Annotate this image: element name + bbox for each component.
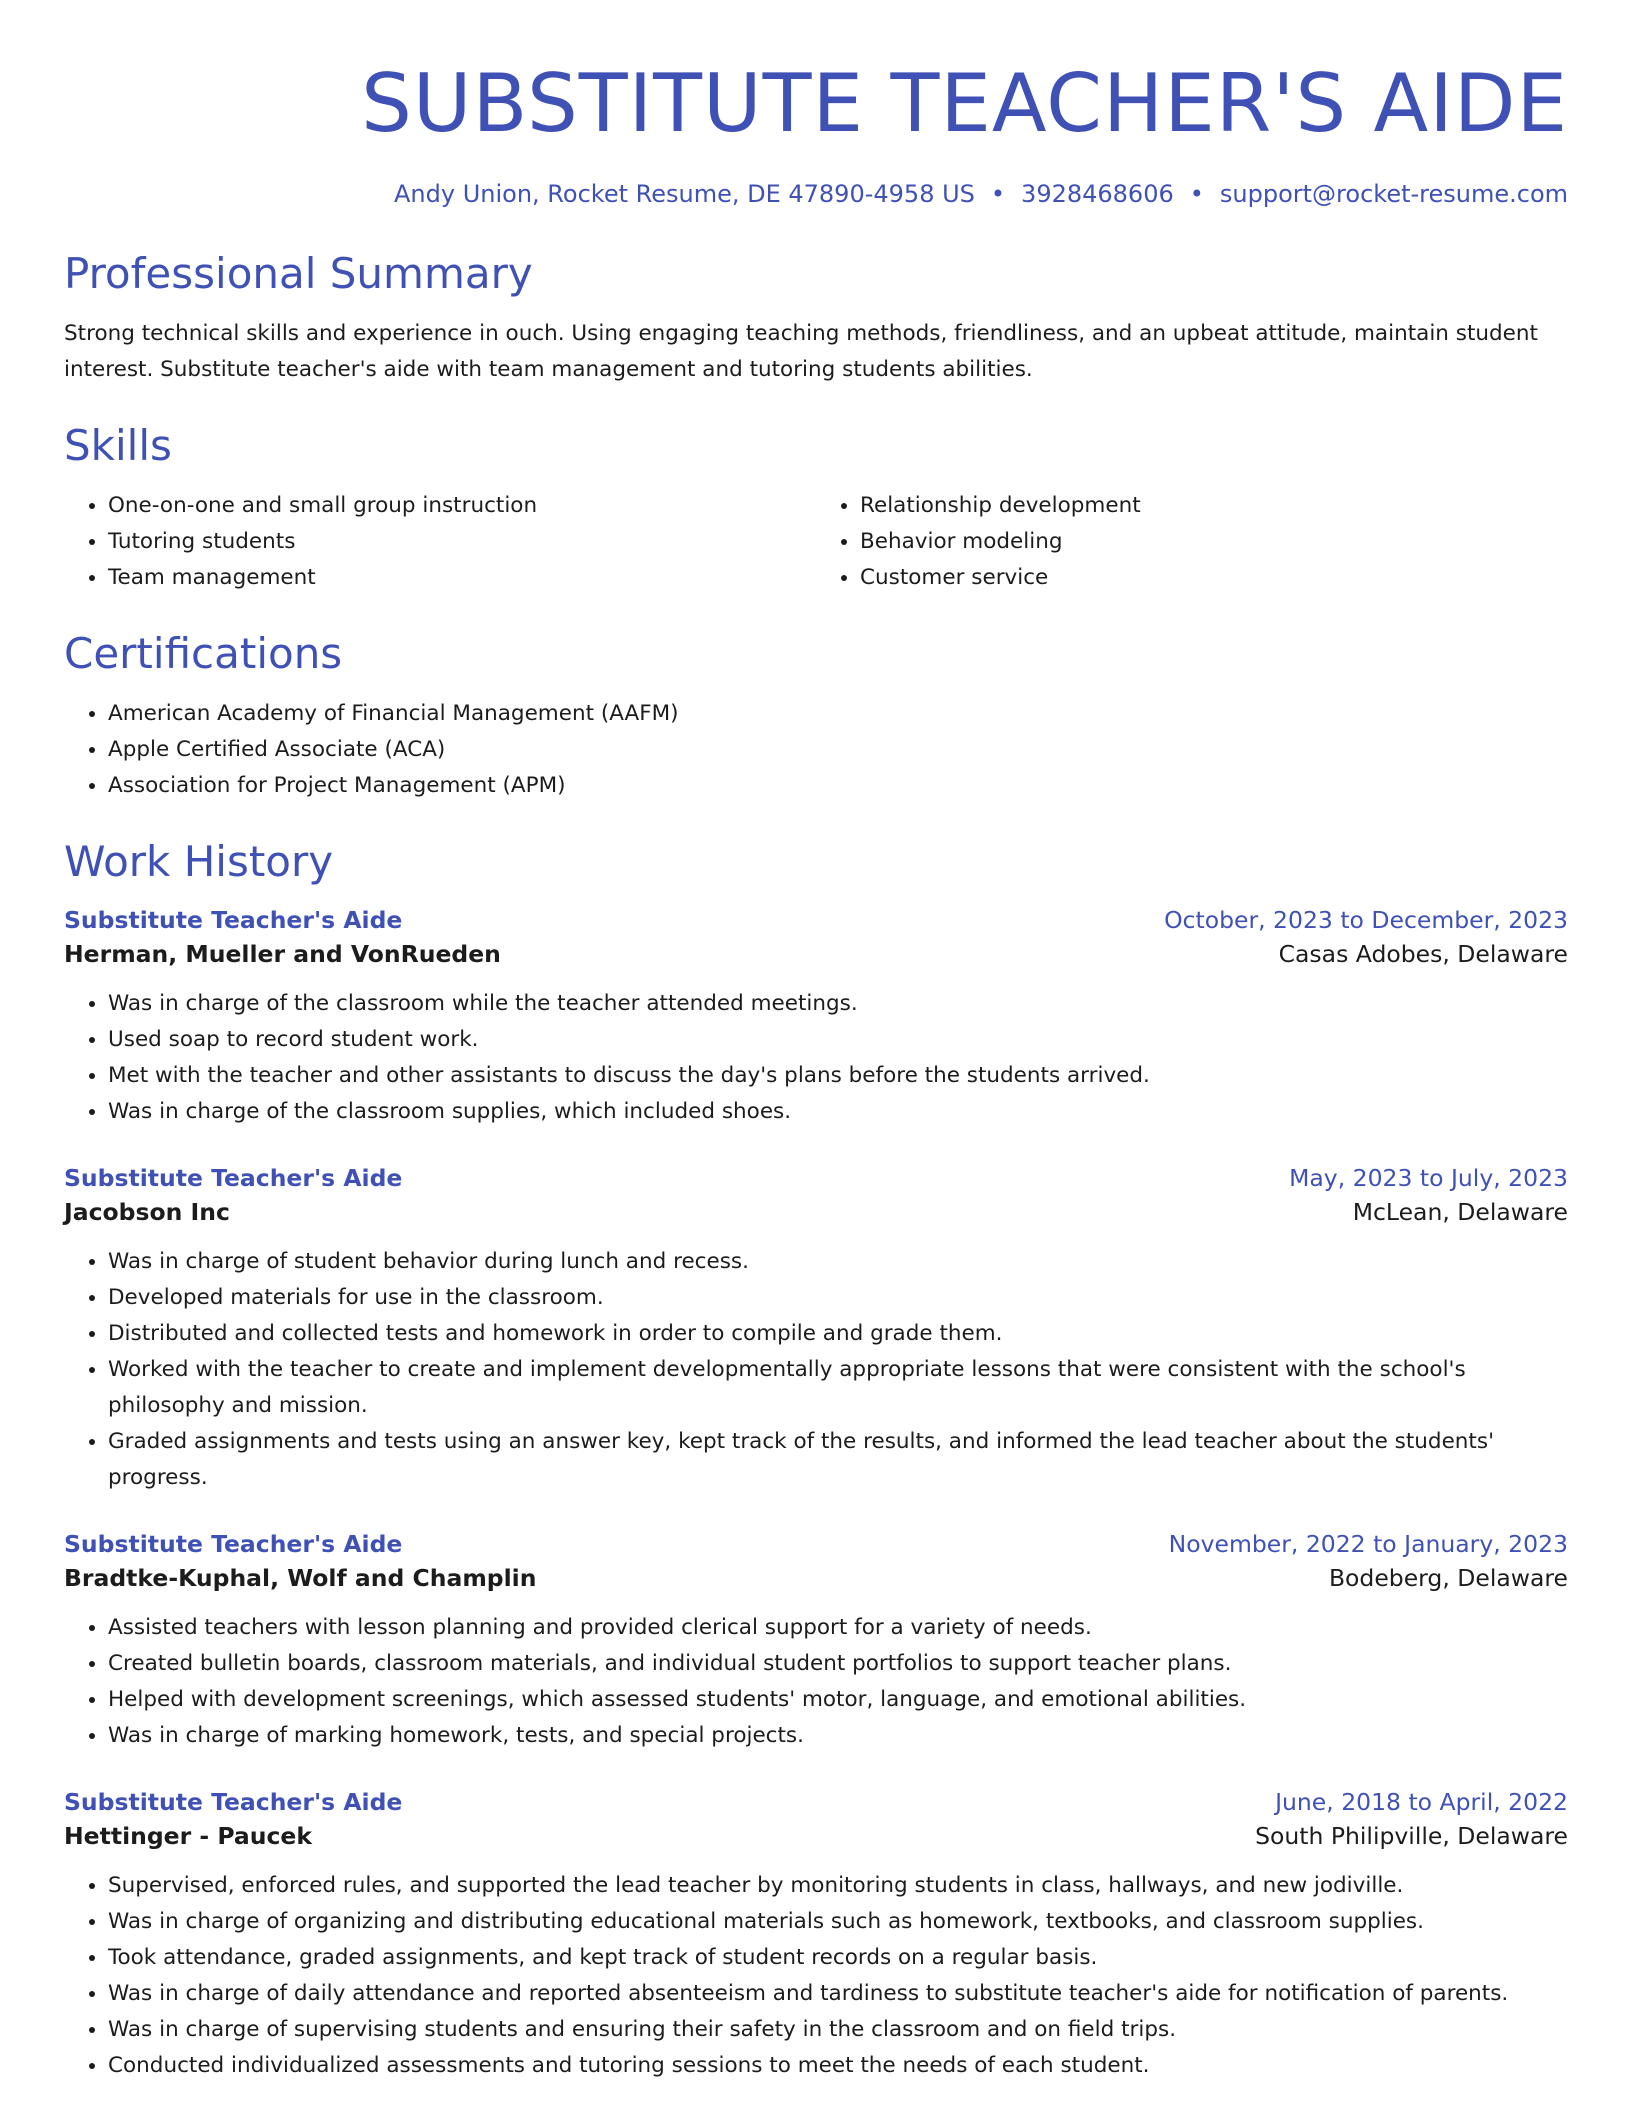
summary-section bbox=[64, 248, 1568, 388]
contact-email[interactable]: support@rocket-resume.com bbox=[1219, 180, 1568, 208]
job-head bbox=[64, 1162, 1568, 1194]
certification-item: • Apple Certified Associate (ACA) bbox=[108, 732, 1568, 768]
skill-item: • Behavior modeling bbox=[860, 524, 1568, 560]
job-bullet: • Was in charge of marking homework, tests, and special projects. bbox=[108, 1718, 1568, 1754]
contact-separator: • bbox=[990, 180, 1006, 208]
skills-section bbox=[64, 420, 1568, 596]
job-entry bbox=[64, 904, 1568, 1130]
job-bullet: • Was in charge of organizing and distributing educational materials such as homework, textbooks, and classroom supplies. bbox=[108, 1904, 1568, 1940]
job-entry bbox=[64, 1528, 1568, 1754]
job-bullet: • Met with the teacher and other assistants to discuss the day's plans before the students arrived. bbox=[108, 1058, 1568, 1094]
section-title-skills: Skills bbox=[64, 421, 172, 470]
resume-name: SUBSTITUTE TEACHER'S AIDE bbox=[361, 57, 1568, 150]
job-title: Substitute Teacher's Aide bbox=[64, 1530, 403, 1558]
certifications-list bbox=[64, 696, 1568, 804]
contact-phone: 3928468606 bbox=[1021, 180, 1174, 208]
job-location: Casas Adobes, Delaware bbox=[1278, 940, 1568, 968]
job-bullet: • Was in charge of the classroom while the teacher attended meetings. bbox=[108, 986, 1568, 1022]
job-dates: October, 2023 to December, 2023 bbox=[1164, 906, 1568, 934]
skills-list-right bbox=[816, 488, 1568, 596]
contact-separator: • bbox=[1189, 180, 1204, 208]
skill-item: • Customer service bbox=[860, 560, 1568, 596]
job-head bbox=[64, 904, 1568, 936]
job-bullets bbox=[64, 1244, 1568, 1496]
resume-header bbox=[64, 0, 1568, 210]
job-bullets bbox=[64, 1868, 1568, 2084]
skills-list-left bbox=[64, 488, 816, 596]
job-head bbox=[64, 1786, 1568, 1818]
certifications-section bbox=[64, 628, 1568, 804]
work-section bbox=[64, 836, 1568, 2084]
job-bullet: • Used soap to record student work. bbox=[108, 1022, 1568, 1058]
job-location: McLean, Delaware bbox=[1352, 1198, 1568, 1226]
job-location: South Philipville, Delaware bbox=[1255, 1822, 1568, 1850]
job-bullet: • Was in charge of daily attendance and reported absenteeism and tardiness to substitute teacher's aide for notification of parents. bbox=[108, 1976, 1568, 2012]
job-company: Bradtke-Kuphal, Wolf and Champlin bbox=[64, 1564, 537, 1592]
job-bullet: • Assisted teachers with lesson planning and provided clerical support for a variety of needs. bbox=[108, 1610, 1568, 1646]
job-location: Bodeberg, Delaware bbox=[1328, 1564, 1568, 1592]
job-title: Substitute Teacher's Aide bbox=[64, 906, 403, 934]
job-bullets bbox=[64, 1610, 1568, 1754]
job-company: Herman, Mueller and VonRueden bbox=[64, 940, 501, 968]
section-title-work: Work History bbox=[64, 837, 334, 886]
summary-text: Strong technical skills and experience in ouch. Using engaging teaching methods, friendliness, and an upbeat attitude, maintain student interest. Substitute teacher's aide with team management and tutoring students abilities. bbox=[64, 321, 1538, 382]
job-entry bbox=[64, 1786, 1568, 2084]
job-head bbox=[64, 1528, 1568, 1560]
job-bullet: • Distributed and collected tests and homework in order to compile and grade them. bbox=[108, 1316, 1568, 1352]
job-dates: June, 2018 to April, 2022 bbox=[1275, 1788, 1568, 1816]
job-dates: May, 2023 to July, 2023 bbox=[1289, 1164, 1568, 1192]
job-company: Jacobson Inc bbox=[64, 1198, 230, 1226]
job-bullet: • Graded assignments and tests using an answer key, kept track of the results, and informed the lead teacher about the students' progress. bbox=[108, 1424, 1568, 1496]
job-bullet: • Supervised, enforced rules, and supported the lead teacher by monitoring students in class, hallways, and new jodiville. bbox=[108, 1868, 1568, 1904]
job-subhead bbox=[64, 1818, 1568, 1854]
contact-address: Andy Union, Rocket Resume, DE 47890-4958 US bbox=[394, 180, 975, 208]
section-title-summary: Professional Summary bbox=[64, 249, 533, 298]
contact-line bbox=[64, 178, 1568, 210]
job-bullet: • Was in charge of supervising students and ensuring their safety in the classroom and on field trips. bbox=[108, 2012, 1568, 2048]
skills-grid bbox=[64, 488, 1568, 596]
job-title: Substitute Teacher's Aide bbox=[64, 1788, 403, 1816]
section-title-certifications: Certifications bbox=[64, 629, 343, 678]
skill-item: • One-on-one and small group instruction bbox=[108, 488, 816, 524]
job-entry bbox=[64, 1162, 1568, 1496]
job-bullets bbox=[64, 986, 1568, 1130]
job-bullet: • Helped with development screenings, which assessed students' motor, language, and emotional abilities. bbox=[108, 1682, 1568, 1718]
certification-item: • Association for Project Management (APM) bbox=[108, 768, 1568, 804]
skill-item: • Team management bbox=[108, 560, 816, 596]
job-dates: November, 2022 to January, 2023 bbox=[1168, 1530, 1568, 1558]
job-subhead bbox=[64, 1560, 1568, 1596]
job-bullet: • Worked with the teacher to create and implement developmentally appropriate lessons that were consistent with the school's philosophy and mission. bbox=[108, 1352, 1568, 1424]
job-bullet: • Developed materials for use in the classroom. bbox=[108, 1280, 1568, 1316]
job-bullet: • Took attendance, graded assignments, and kept track of student records on a regular basis. bbox=[108, 1940, 1568, 1976]
job-title: Substitute Teacher's Aide bbox=[64, 1164, 403, 1192]
job-subhead bbox=[64, 1194, 1568, 1230]
job-bullet: • Was in charge of the classroom supplies, which included shoes. bbox=[108, 1094, 1568, 1130]
skill-item: • Tutoring students bbox=[108, 524, 816, 560]
job-company: Hettinger - Paucek bbox=[64, 1822, 313, 1850]
certification-item: • American Academy of Financial Management (AAFM) bbox=[108, 696, 1568, 732]
job-bullet: • Conducted individualized assessments and tutoring sessions to meet the needs of each student. bbox=[108, 2048, 1568, 2084]
job-subhead bbox=[64, 936, 1568, 972]
job-bullet: • Was in charge of student behavior during lunch and recess. bbox=[108, 1244, 1568, 1280]
skill-item: • Relationship development bbox=[860, 488, 1568, 524]
job-bullet: • Created bulletin boards, classroom materials, and individual student portfolios to support teacher plans. bbox=[108, 1646, 1568, 1682]
